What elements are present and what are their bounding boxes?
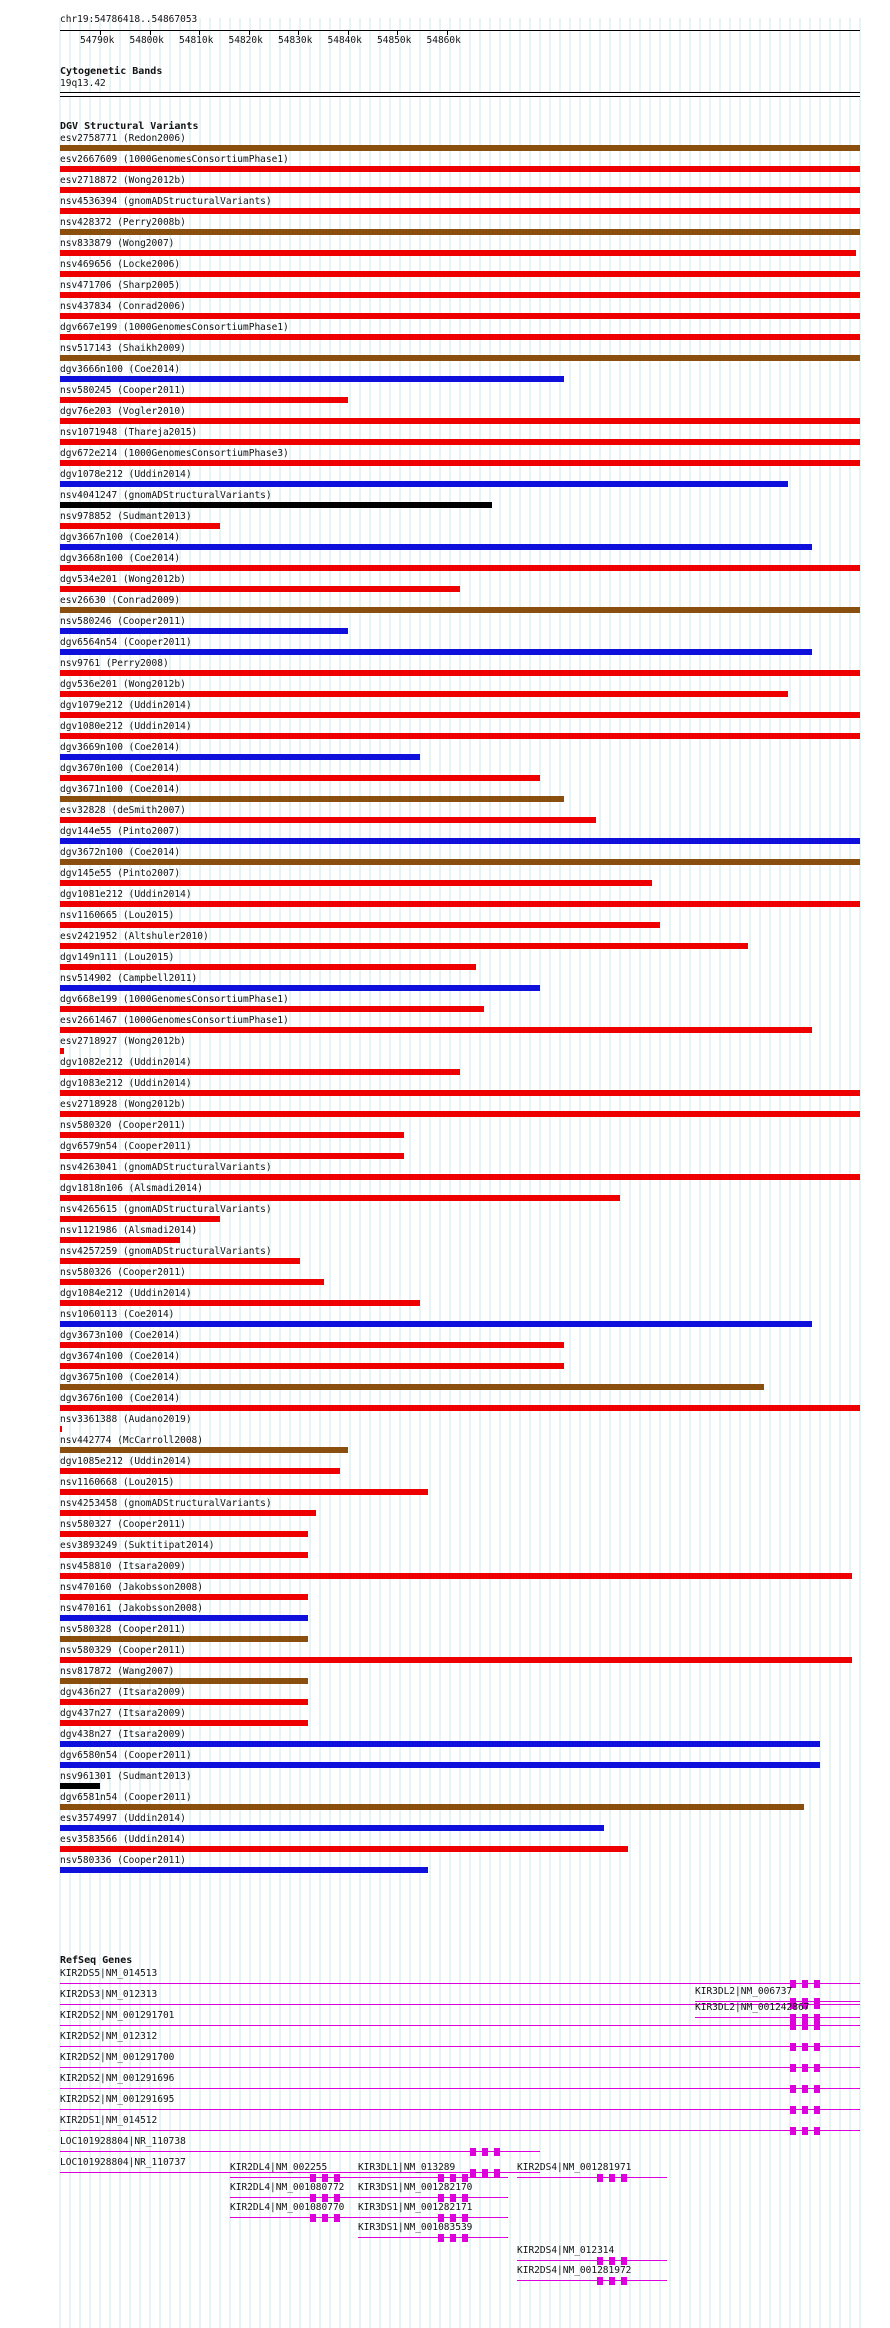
variant-label: esv3574997 (Uddin2014)	[60, 1813, 186, 1824]
variant-label: dgv1084e212 (Uddin2014)	[60, 1288, 192, 1299]
variant-label: dgv6580n54 (Cooper2011)	[60, 1750, 192, 1761]
variant-label: dgv3674n100 (Coe2014)	[60, 1351, 181, 1362]
variant-label: nsv514902 (Campbell2011)	[60, 973, 198, 984]
variant-label: dgv668e199 (1000GenomesConsortiumPhase1)	[60, 994, 289, 1005]
gene-exon	[814, 1998, 820, 2006]
variant-bar[interactable]	[60, 313, 860, 319]
variant-bar[interactable]	[60, 1258, 300, 1264]
gene-exon	[802, 2014, 808, 2022]
variant-bar[interactable]	[60, 1111, 860, 1117]
gene-exon	[609, 2257, 615, 2265]
gene-exon	[814, 2106, 820, 2114]
gene-line[interactable]	[517, 2260, 667, 2261]
gene-line[interactable]	[60, 2067, 860, 2068]
gene-label: KIR2DS2|NM_001291695	[60, 2094, 175, 2105]
variant-label: nsv470160 (Jakobsson2008)	[60, 1582, 203, 1593]
gene-line[interactable]	[60, 2151, 540, 2152]
variant-label: nsv580326 (Cooper2011)	[60, 1267, 186, 1278]
variant-bar[interactable]	[60, 1804, 804, 1810]
variant-bar[interactable]	[60, 1342, 564, 1348]
variant-bar[interactable]	[60, 1216, 220, 1222]
variant-label: esv26630 (Conrad2009)	[60, 595, 181, 606]
gene-exon	[597, 2174, 603, 2182]
gene-exon	[310, 2214, 316, 2222]
gene-exon	[470, 2148, 476, 2156]
variant-label: dgv1818n106 (Alsmadi2014)	[60, 1183, 203, 1194]
gene-exon	[802, 2043, 808, 2051]
gene-exon	[814, 2014, 820, 2022]
ruler-label: 54860k	[426, 35, 461, 46]
gene-label: KIR2DL4|NM_001080770	[230, 2202, 345, 2213]
gene-exon	[482, 2148, 488, 2156]
variant-label: dgv3667n100 (Coe2014)	[60, 532, 181, 543]
variant-label: esv3893249 (Suktitipat2014)	[60, 1540, 215, 1551]
variant-label: nsv4265615 (gnomADStructuralVariants)	[60, 1204, 272, 1215]
variant-bar[interactable]	[60, 145, 860, 151]
gene-exon	[790, 2064, 796, 2072]
variant-bar[interactable]	[60, 250, 856, 256]
gene-label: KIR2DS2|NM_001291701	[60, 2010, 175, 2021]
gene-label: LOC101928804|NR_110737	[60, 2157, 186, 2168]
variant-bar[interactable]	[60, 1573, 852, 1579]
variant-bar[interactable]	[60, 1699, 308, 1705]
variant-label: nsv517143 (Shaikh2009)	[60, 343, 186, 354]
variant-label: dgv3675n100 (Coe2014)	[60, 1372, 181, 1383]
gene-label: KIR2DL4|NM_001080772	[230, 2182, 345, 2193]
variant-label: dgv1082e212 (Uddin2014)	[60, 1057, 192, 1068]
gene-line[interactable]	[60, 2046, 860, 2047]
gene-exon	[814, 2043, 820, 2051]
variant-bar[interactable]	[60, 187, 860, 193]
variant-label: nsv470161 (Jakobsson2008)	[60, 1603, 203, 1614]
variant-bar[interactable]	[60, 1384, 764, 1390]
variant-label: dgv145e55 (Pinto2007)	[60, 868, 181, 879]
gene-label: KIR3DL2|NM_006737	[695, 1986, 793, 1997]
gene-exon	[462, 2174, 468, 2182]
variant-bar[interactable]	[60, 1090, 860, 1096]
variant-label: nsv437834 (Conrad2006)	[60, 301, 186, 312]
variant-label: nsv4536394 (gnomADStructuralVariants)	[60, 196, 272, 207]
gene-label: KIR2DS2|NM_012312	[60, 2031, 158, 2042]
variant-label: dgv144e55 (Pinto2007)	[60, 826, 181, 837]
variant-label: dgv1083e212 (Uddin2014)	[60, 1078, 192, 1089]
gene-label: LOC101928804|NR_110738	[60, 2136, 186, 2147]
variant-label: dgv6579n54 (Cooper2011)	[60, 1141, 192, 1152]
variant-bar[interactable]	[60, 1741, 820, 1747]
gene-exon	[790, 2043, 796, 2051]
variant-bar[interactable]	[60, 586, 460, 592]
variant-label: nsv961301 (Sudmant2013)	[60, 1771, 192, 1782]
refseq-title[interactable]: RefSeq Genes	[60, 1955, 133, 1966]
variant-bar[interactable]	[60, 1762, 820, 1768]
gene-exon	[494, 2169, 500, 2177]
variant-label: esv2667609 (1000GenomesConsortiumPhase1)	[60, 154, 289, 165]
variant-bar[interactable]	[60, 1195, 620, 1201]
variant-label: dgv1078e212 (Uddin2014)	[60, 469, 192, 480]
ruler-label: 54800k	[129, 35, 164, 46]
variant-label: nsv1071948 (Thareja2015)	[60, 427, 198, 438]
gene-exon	[450, 2214, 456, 2222]
cyto-title[interactable]: Cytogenetic Bands	[60, 66, 163, 77]
gene-exon	[802, 2085, 808, 2093]
variant-label: dgv3676n100 (Coe2014)	[60, 1393, 181, 1404]
variant-label: nsv1121986 (Alsmadi2014)	[60, 1225, 198, 1236]
gene-exon	[450, 2174, 456, 2182]
variant-bar[interactable]	[60, 271, 860, 277]
variant-label: nsv9761 (Perry2008)	[60, 658, 169, 669]
gene-exon	[438, 2214, 444, 2222]
gene-exon	[790, 2106, 796, 2114]
gene-line[interactable]	[60, 2088, 860, 2089]
gene-line[interactable]	[517, 2177, 667, 2178]
gene-exon	[802, 1980, 808, 1988]
gene-exon	[802, 2127, 808, 2135]
variant-bar[interactable]	[60, 1615, 308, 1621]
gene-line[interactable]	[358, 2237, 508, 2238]
variant-bar[interactable]	[60, 628, 348, 634]
variant-label: dgv438n27 (Itsara2009)	[60, 1729, 186, 1740]
variant-bar[interactable]	[60, 208, 860, 214]
gene-exon	[450, 2234, 456, 2242]
variant-bar[interactable]	[60, 1237, 180, 1243]
gene-label: KIR2DS2|NM_001291700	[60, 2052, 175, 2063]
variant-label: esv2718927 (Wong2012b)	[60, 1036, 186, 1047]
gene-exon	[609, 2277, 615, 2285]
gene-exon	[322, 2194, 328, 2202]
variant-label: dgv1080e212 (Uddin2014)	[60, 721, 192, 732]
variant-label: nsv428372 (Perry2008b)	[60, 217, 186, 228]
gene-label: KIR2DL4|NM_002255	[230, 2162, 328, 2173]
ruler-label: 54790k	[80, 35, 115, 46]
gene-label: KIR3DS1|NM_001282171	[358, 2202, 473, 2213]
variant-bar[interactable]	[60, 1426, 62, 1432]
variant-bar[interactable]	[60, 544, 812, 550]
gene-label: KIR2DS1|NM_014512	[60, 2115, 158, 2126]
variant-bar[interactable]	[60, 922, 660, 928]
variant-label: dgv6581n54 (Cooper2011)	[60, 1792, 192, 1803]
gene-exon	[814, 2127, 820, 2135]
gene-exon	[790, 2127, 796, 2135]
gene-label: KIR2DS3|NM_012313	[60, 1989, 158, 2000]
gene-line[interactable]	[358, 2197, 508, 2198]
variant-label: nsv580245 (Cooper2011)	[60, 385, 186, 396]
gene-line[interactable]	[358, 2177, 508, 2178]
variant-bar[interactable]	[60, 1153, 404, 1159]
variant-bar[interactable]	[60, 1468, 340, 1474]
gene-label: KIR2DS5|NM_014513	[60, 1968, 158, 1979]
variant-label: nsv833879 (Wong2007)	[60, 238, 175, 249]
cyto-band	[60, 92, 860, 97]
variant-label: dgv436n27 (Itsara2009)	[60, 1687, 186, 1698]
variant-label: esv3583566 (Uddin2014)	[60, 1834, 186, 1845]
variant-bar[interactable]	[60, 439, 860, 445]
variant-bar[interactable]	[60, 712, 860, 718]
variant-label: esv2758771 (Redon2006)	[60, 133, 186, 144]
gene-exon	[334, 2194, 340, 2202]
gene-exon	[470, 2169, 476, 2177]
variant-bar[interactable]	[60, 775, 540, 781]
variant-bar[interactable]	[60, 460, 860, 466]
gene-line[interactable]	[517, 2280, 667, 2281]
gene-exon	[597, 2277, 603, 2285]
variant-label: dgv6564n54 (Cooper2011)	[60, 637, 192, 648]
variant-label: esv2421952 (Altshuler2010)	[60, 931, 209, 942]
variant-label: nsv4253458 (gnomADStructuralVariants)	[60, 1498, 272, 1509]
variant-bar[interactable]	[60, 859, 860, 865]
gene-exon	[814, 2064, 820, 2072]
variant-label: nsv580329 (Cooper2011)	[60, 1645, 186, 1656]
variant-label: nsv469656 (Locke2006)	[60, 259, 181, 270]
coordinate-label: chr19:54786418..54867053	[60, 14, 198, 25]
gene-exon	[334, 2214, 340, 2222]
variant-bar[interactable]	[60, 838, 860, 844]
variant-bar[interactable]	[60, 607, 860, 613]
gene-label: KIR2DS2|NM_001291696	[60, 2073, 175, 2084]
variant-label: nsv580320 (Cooper2011)	[60, 1120, 186, 1131]
variant-bar[interactable]	[60, 1174, 860, 1180]
ruler-label: 54830k	[278, 35, 313, 46]
gene-line[interactable]	[60, 2109, 860, 2110]
variant-bar[interactable]	[60, 649, 812, 655]
variant-bar[interactable]	[60, 1594, 308, 1600]
gene-exon	[438, 2174, 444, 2182]
variant-bar[interactable]	[60, 376, 564, 382]
variant-label: esv2718928 (Wong2012b)	[60, 1099, 186, 1110]
dgv-title[interactable]: DGV Structural Variants	[60, 121, 199, 132]
variant-bar[interactable]	[60, 418, 860, 424]
gene-label: KIR3DS1|NM_001083539	[358, 2222, 473, 2233]
variant-label: nsv580328 (Cooper2011)	[60, 1624, 186, 1635]
variant-label: nsv4041247 (gnomADStructuralVariants)	[60, 490, 272, 501]
variant-bar[interactable]	[60, 1447, 348, 1453]
variant-bar[interactable]	[60, 670, 860, 676]
gene-exon	[438, 2234, 444, 2242]
ruler-axis	[60, 30, 860, 31]
variant-bar[interactable]	[60, 1006, 484, 1012]
gene-exon	[609, 2174, 615, 2182]
variant-bar[interactable]	[60, 985, 540, 991]
variant-bar[interactable]	[60, 292, 860, 298]
gene-exon	[322, 2174, 328, 2182]
gene-exon	[462, 2194, 468, 2202]
variant-bar[interactable]	[60, 1552, 308, 1558]
variant-label: dgv3670n100 (Coe2014)	[60, 763, 181, 774]
variant-label: nsv4263041 (gnomADStructuralVariants)	[60, 1162, 272, 1173]
gene-exon	[814, 2022, 820, 2030]
variant-bar[interactable]	[60, 1510, 316, 1516]
ruler-label: 54820k	[228, 35, 263, 46]
gene-line[interactable]	[60, 2130, 860, 2131]
gene-line[interactable]	[60, 1983, 860, 1984]
variant-bar[interactable]	[60, 502, 492, 508]
variant-label: nsv3361388 (Audano2019)	[60, 1414, 192, 1425]
variant-bar[interactable]	[60, 733, 860, 739]
gene-exon	[621, 2257, 627, 2265]
gene-exon	[450, 2194, 456, 2202]
variant-bar[interactable]	[60, 1405, 860, 1411]
gene-label: KIR2DS4|NM_001281971	[517, 2162, 632, 2173]
variant-bar[interactable]	[60, 1720, 308, 1726]
variant-bar[interactable]	[60, 1321, 812, 1327]
gene-exon	[814, 1980, 820, 1988]
variant-label: nsv442774 (McCarroll2008)	[60, 1435, 203, 1446]
variant-label: dgv534e201 (Wong2012b)	[60, 574, 186, 585]
gene-exon	[494, 2148, 500, 2156]
variant-bar[interactable]	[60, 754, 420, 760]
variant-label: dgv76e203 (Vogler2010)	[60, 406, 186, 417]
variant-bar[interactable]	[60, 166, 860, 172]
gene-exon	[790, 2085, 796, 2093]
variant-label: nsv580246 (Cooper2011)	[60, 616, 186, 627]
variant-label: dgv3666n100 (Coe2014)	[60, 364, 181, 375]
gene-exon	[322, 2214, 328, 2222]
variant-label: esv32828 (deSmith2007)	[60, 805, 186, 816]
gene-exon	[802, 2064, 808, 2072]
gene-label: KIR2DS4|NM_012314	[517, 2245, 615, 2256]
variant-bar[interactable]	[60, 1867, 428, 1873]
variant-bar[interactable]	[60, 355, 860, 361]
variant-label: nsv4257259 (gnomADStructuralVariants)	[60, 1246, 272, 1257]
gene-exon	[814, 2085, 820, 2093]
variant-bar[interactable]	[60, 1657, 852, 1663]
variant-bar[interactable]	[60, 1069, 460, 1075]
variant-label: dgv1085e212 (Uddin2014)	[60, 1456, 192, 1467]
variant-bar[interactable]	[60, 796, 564, 802]
cyto-band-label: 19q13.42	[60, 78, 106, 89]
variant-bar[interactable]	[60, 901, 860, 907]
gene-exon	[310, 2174, 316, 2182]
variant-bar[interactable]	[60, 565, 860, 571]
gene-exon	[482, 2169, 488, 2177]
variant-bar[interactable]	[60, 1279, 324, 1285]
variant-bar[interactable]	[60, 229, 860, 235]
variant-label: dgv3669n100 (Coe2014)	[60, 742, 181, 753]
variant-label: dgv1079e212 (Uddin2014)	[60, 700, 192, 711]
variant-label: dgv1081e212 (Uddin2014)	[60, 889, 192, 900]
variant-label: dgv536e201 (Wong2012b)	[60, 679, 186, 690]
variant-label: nsv580327 (Cooper2011)	[60, 1519, 186, 1530]
variant-label: dgv3671n100 (Coe2014)	[60, 784, 181, 795]
variant-bar[interactable]	[60, 691, 788, 697]
variant-bar[interactable]	[60, 481, 788, 487]
variant-bar[interactable]	[60, 1363, 564, 1369]
variant-bar[interactable]	[60, 1678, 308, 1684]
gene-label: KIR3DL2|NM_001242867	[695, 2002, 810, 2013]
variant-label: dgv3672n100 (Coe2014)	[60, 847, 181, 858]
gene-line[interactable]	[60, 2025, 860, 2026]
gene-exon	[462, 2214, 468, 2222]
variant-label: nsv817872 (Wang2007)	[60, 1666, 175, 1677]
gene-exon	[621, 2277, 627, 2285]
gene-exon	[621, 2174, 627, 2182]
variant-bar[interactable]	[60, 1636, 308, 1642]
gene-exon	[462, 2234, 468, 2242]
variant-bar[interactable]	[60, 397, 348, 403]
variant-bar[interactable]	[60, 880, 652, 886]
gene-label: KIR3DL1|NM_013289	[358, 2162, 456, 2173]
gene-exon	[310, 2194, 316, 2202]
variant-bar[interactable]	[60, 1846, 628, 1852]
variant-bar[interactable]	[60, 1783, 100, 1789]
variant-bar[interactable]	[60, 334, 860, 340]
variant-bar[interactable]	[60, 1048, 64, 1054]
variant-label: nsv1060113 (Coe2014)	[60, 1309, 175, 1320]
gene-label: KIR2DS4|NM_001281972	[517, 2265, 632, 2276]
ruler-label: 54850k	[377, 35, 412, 46]
variant-label: nsv458810 (Itsara2009)	[60, 1561, 186, 1572]
variant-label: nsv471706 (Sharp2005)	[60, 280, 181, 291]
gene-exon	[802, 2106, 808, 2114]
gene-exon	[438, 2194, 444, 2202]
variant-bar[interactable]	[60, 1132, 404, 1138]
variant-label: dgv672e214 (1000GenomesConsortiumPhase3)	[60, 448, 289, 459]
variant-label: dgv3668n100 (Coe2014)	[60, 553, 181, 564]
gene-exon	[597, 2257, 603, 2265]
variant-bar[interactable]	[60, 817, 596, 823]
variant-label: esv2718872 (Wong2012b)	[60, 175, 186, 186]
variant-bar[interactable]	[60, 943, 748, 949]
variant-bar[interactable]	[60, 523, 220, 529]
variant-label: esv2661467 (1000GenomesConsortiumPhase1)	[60, 1015, 289, 1026]
gene-exon	[334, 2174, 340, 2182]
variant-label: dgv149n111 (Lou2015)	[60, 952, 175, 963]
variant-label: nsv1160665 (Lou2015)	[60, 910, 175, 921]
variant-label: dgv667e199 (1000GenomesConsortiumPhase1)	[60, 322, 289, 333]
variant-label: nsv1160668 (Lou2015)	[60, 1477, 175, 1488]
variant-bar[interactable]	[60, 1825, 604, 1831]
variant-bar[interactable]	[60, 1027, 812, 1033]
gene-exon	[790, 2014, 796, 2022]
variant-label: nsv978852 (Sudmant2013)	[60, 511, 192, 522]
variant-label: dgv437n27 (Itsara2009)	[60, 1708, 186, 1719]
gene-line[interactable]	[358, 2217, 508, 2218]
variant-bar[interactable]	[60, 1300, 420, 1306]
variant-label: nsv580336 (Cooper2011)	[60, 1855, 186, 1866]
variant-bar[interactable]	[60, 964, 476, 970]
gene-label: KIR3DS1|NM_001282170	[358, 2182, 473, 2193]
gene-exon	[802, 2022, 808, 2030]
gene-line[interactable]	[695, 2017, 860, 2018]
ruler-label: 54810k	[179, 35, 214, 46]
gene-exon	[790, 2022, 796, 2030]
variant-bar[interactable]	[60, 1489, 428, 1495]
variant-label: dgv3673n100 (Coe2014)	[60, 1330, 181, 1341]
ruler-label: 54840k	[327, 35, 362, 46]
variant-bar[interactable]	[60, 1531, 308, 1537]
